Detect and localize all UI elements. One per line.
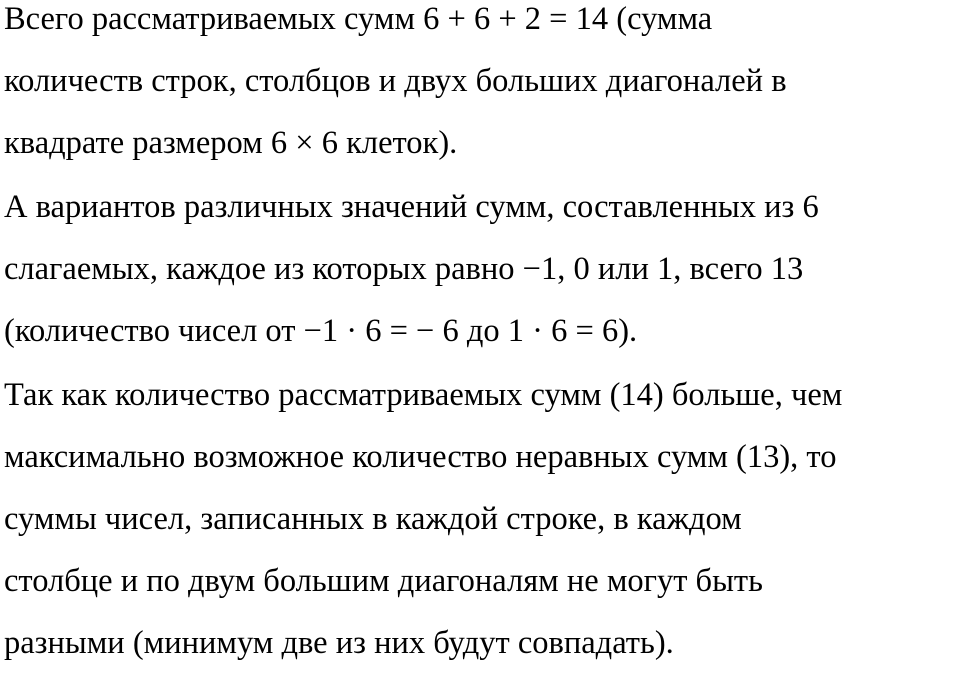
text-line: квадрате размером 6 × 6 клеток). [4,125,458,161]
text-line: разными (минимум две из них будут совпадать). [4,625,674,661]
text-line: Так как количество рассматриваемых сумм (14) больше, чем [4,377,843,413]
text-line: А вариантов различных значений сумм, составленных из 6 [4,189,819,225]
text-line: Всего рассматриваемых сумм 6 + 6 + 2 = 14 (сумма [4,1,713,37]
text-line: суммы чисел, записанных в каждой строке, в каждом [4,501,742,537]
text-line: слагаемых, каждое из которых равно −1, 0 или 1, всего 13 [4,251,804,287]
text-line: количеств строк, столбцов и двух больших диагоналей в [4,63,787,99]
text-line: (количество чисел от −1 · 6 = − 6 до 1 · 6 = 6). [4,313,638,349]
text-line: максимально возможное количество неравных сумм (13), то [4,439,837,475]
text-line: столбце и по двум большим диагоналям не могут быть [4,563,763,599]
